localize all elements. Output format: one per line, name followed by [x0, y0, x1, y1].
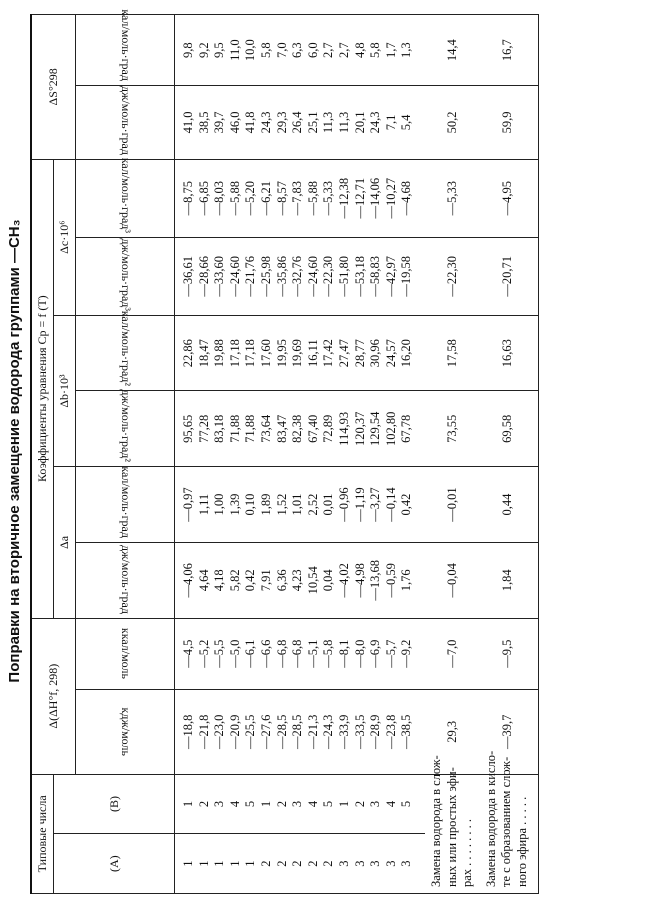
extra-a-cal: 0,44 [480, 467, 539, 543]
header-cp-coefficients: Коэффициенты уравнения Cp = f (T) [31, 159, 54, 618]
extra-s-cal: 16,7 [480, 15, 539, 86]
column-c-cal-values: —8,75 —6,85 —8,03 —5,88 —5,20 —6,21 —8,57 —7,83 —5,88 —5,33 —12,38 —12,71 —14,06 —10,27 —4,68 [175, 159, 425, 237]
column-b-j-values: 95,65 77,28 83,18 71,88 71,88 73,64 83,47 82,38 67,40 72,89 114,93 120,37 129,54 102,80 67,78 [175, 391, 425, 467]
extra-b-cal: 17,58 [425, 315, 480, 391]
extra-b-j: 69,58 [480, 391, 539, 467]
column-dh-kj-values: —18,8 —21,8 —23,0 —20,9 —25,5 —27,6 —28,5 —28,5 —21,3 —24,3 —33,9 —33,5 —28,9 —23,8 —38,5 [175, 689, 425, 774]
column-a-values: 1 1 1 1 1 2 2 2 2 2 3 3 3 3 3 [175, 834, 425, 894]
column-s-j-values: 41,0 38,5 39,7 46,0 41,8 24,3 29,3 26,4 25,1 11,3 11,3 20,1 24,3 7,1 5,4 [175, 86, 425, 159]
extra-c-cal: —4,95 [480, 159, 539, 237]
extra-a-cal: —0,01 [425, 467, 480, 543]
header-delta-dhf: Δ(ΔH°f, 298) [31, 618, 76, 774]
header-delta-b: Δb·10³ [54, 315, 76, 466]
column-b-values: 1 2 3 4 5 1 2 3 4 5 1 2 3 4 5 [175, 774, 425, 834]
unit-c-j: дж/моль·град³ [118, 238, 133, 311]
column-a-cal-values: —0,97 1,11 1,00 1,39 0,10 1,89 1,52 1,01 2,52 0,01 —0,96 —1,19 —3,27 —0,14 0,42 [175, 467, 425, 543]
unit-a-cal: кал/моль·град [118, 466, 133, 538]
extra-s-j: 50,2 [425, 86, 480, 159]
header-col-a: (A) [54, 834, 175, 894]
extra-s-cal: 14,4 [425, 15, 480, 86]
extra-b-j: 73,55 [425, 391, 480, 467]
unit-b-j: дж/моль·град² [118, 389, 133, 463]
unit-s-cal: кал/моль·град [118, 9, 133, 82]
unit-dh-kj: кдж/моль [118, 707, 133, 756]
header-col-b: (B) [54, 774, 175, 834]
extra-dh-kcal: —7,0 [425, 618, 480, 689]
extra-dh-kj: —39,7 [480, 689, 539, 774]
column-a-j-values: —4,06 4,64 4,18 5,82 0,42 7,91 6,36 4,23 10,54 0,04 —4,02 —4,98 —13,68 —0,59 1,76 [175, 542, 425, 618]
column-c-j-values: —36,61 —28,66 —33,60 —24,60 —21,76 —25,98 —35,86 —32,76 —24,60 —22,30 —51,80 —53,18 —58,83 —42,97 —19,58 [175, 237, 425, 315]
extra-c-j: —22,30 [425, 237, 480, 315]
extra-a-j: —0,04 [425, 542, 480, 618]
header-delta-c: Δc·10⁶ [54, 159, 76, 315]
unit-s-j: дж/моль·град [118, 85, 133, 155]
extra-c-j: —20,71 [480, 237, 539, 315]
extra-dh-kj: 29,3 [425, 689, 480, 774]
main-data-block [175, 15, 425, 894]
extra-row-label: Замена водорода в кисло- те с образованием слож- ного эфира . . . . . [480, 774, 539, 893]
header-delta-s: ΔS°298 [31, 15, 76, 160]
unit-c-cal: кал/моль·град³ [118, 157, 133, 233]
header-delta-a: Δa [54, 467, 76, 618]
extra-row-label: Замена водорода в слож- ных или простых эфи- рах . . . . . . . . [425, 774, 480, 893]
extra-s-j: 59,9 [480, 86, 539, 159]
unit-dh-kcal: ккал/моль [118, 628, 133, 680]
unit-a-j: дж/моль·град [118, 544, 133, 614]
page-title: Поправки на вторичное замещение водорода группами —CH₃ [6, 219, 23, 683]
unit-b-cal: кал/моль·град² [118, 311, 133, 387]
corrections-table [30, 9, 539, 894]
extra-b-cal: 16,63 [480, 315, 539, 391]
column-dh-kcal-values: —4,5 —5,2 —5,5 —5,0 —6,1 —6,6 —6,8 —6,8 —5,1 —5,8 —8,1 —8,0 —6,9 —5,7 —9,2 [175, 618, 425, 689]
column-s-cal-values: 9,8 9,2 9,5 11,0 10,0 5,8 7,0 6,3 6,0 2,7 2,7 4,8 5,8 1,7 1,3 [175, 15, 425, 86]
column-b-cal-values: 22,86 18,47 19,88 17,18 17,18 17,60 19,95 19,69 16,11 17,42 27,47 28,77 30,96 24,57 16,20 [175, 315, 425, 391]
extra-row-ethers [425, 15, 480, 894]
extra-dh-kcal: —9,5 [480, 618, 539, 689]
extra-a-j: 1,84 [480, 542, 539, 618]
extra-c-cal: —5,33 [425, 159, 480, 237]
extra-row-acid-ester [480, 15, 539, 894]
header-type-numbers: Типовые числа [31, 774, 54, 893]
